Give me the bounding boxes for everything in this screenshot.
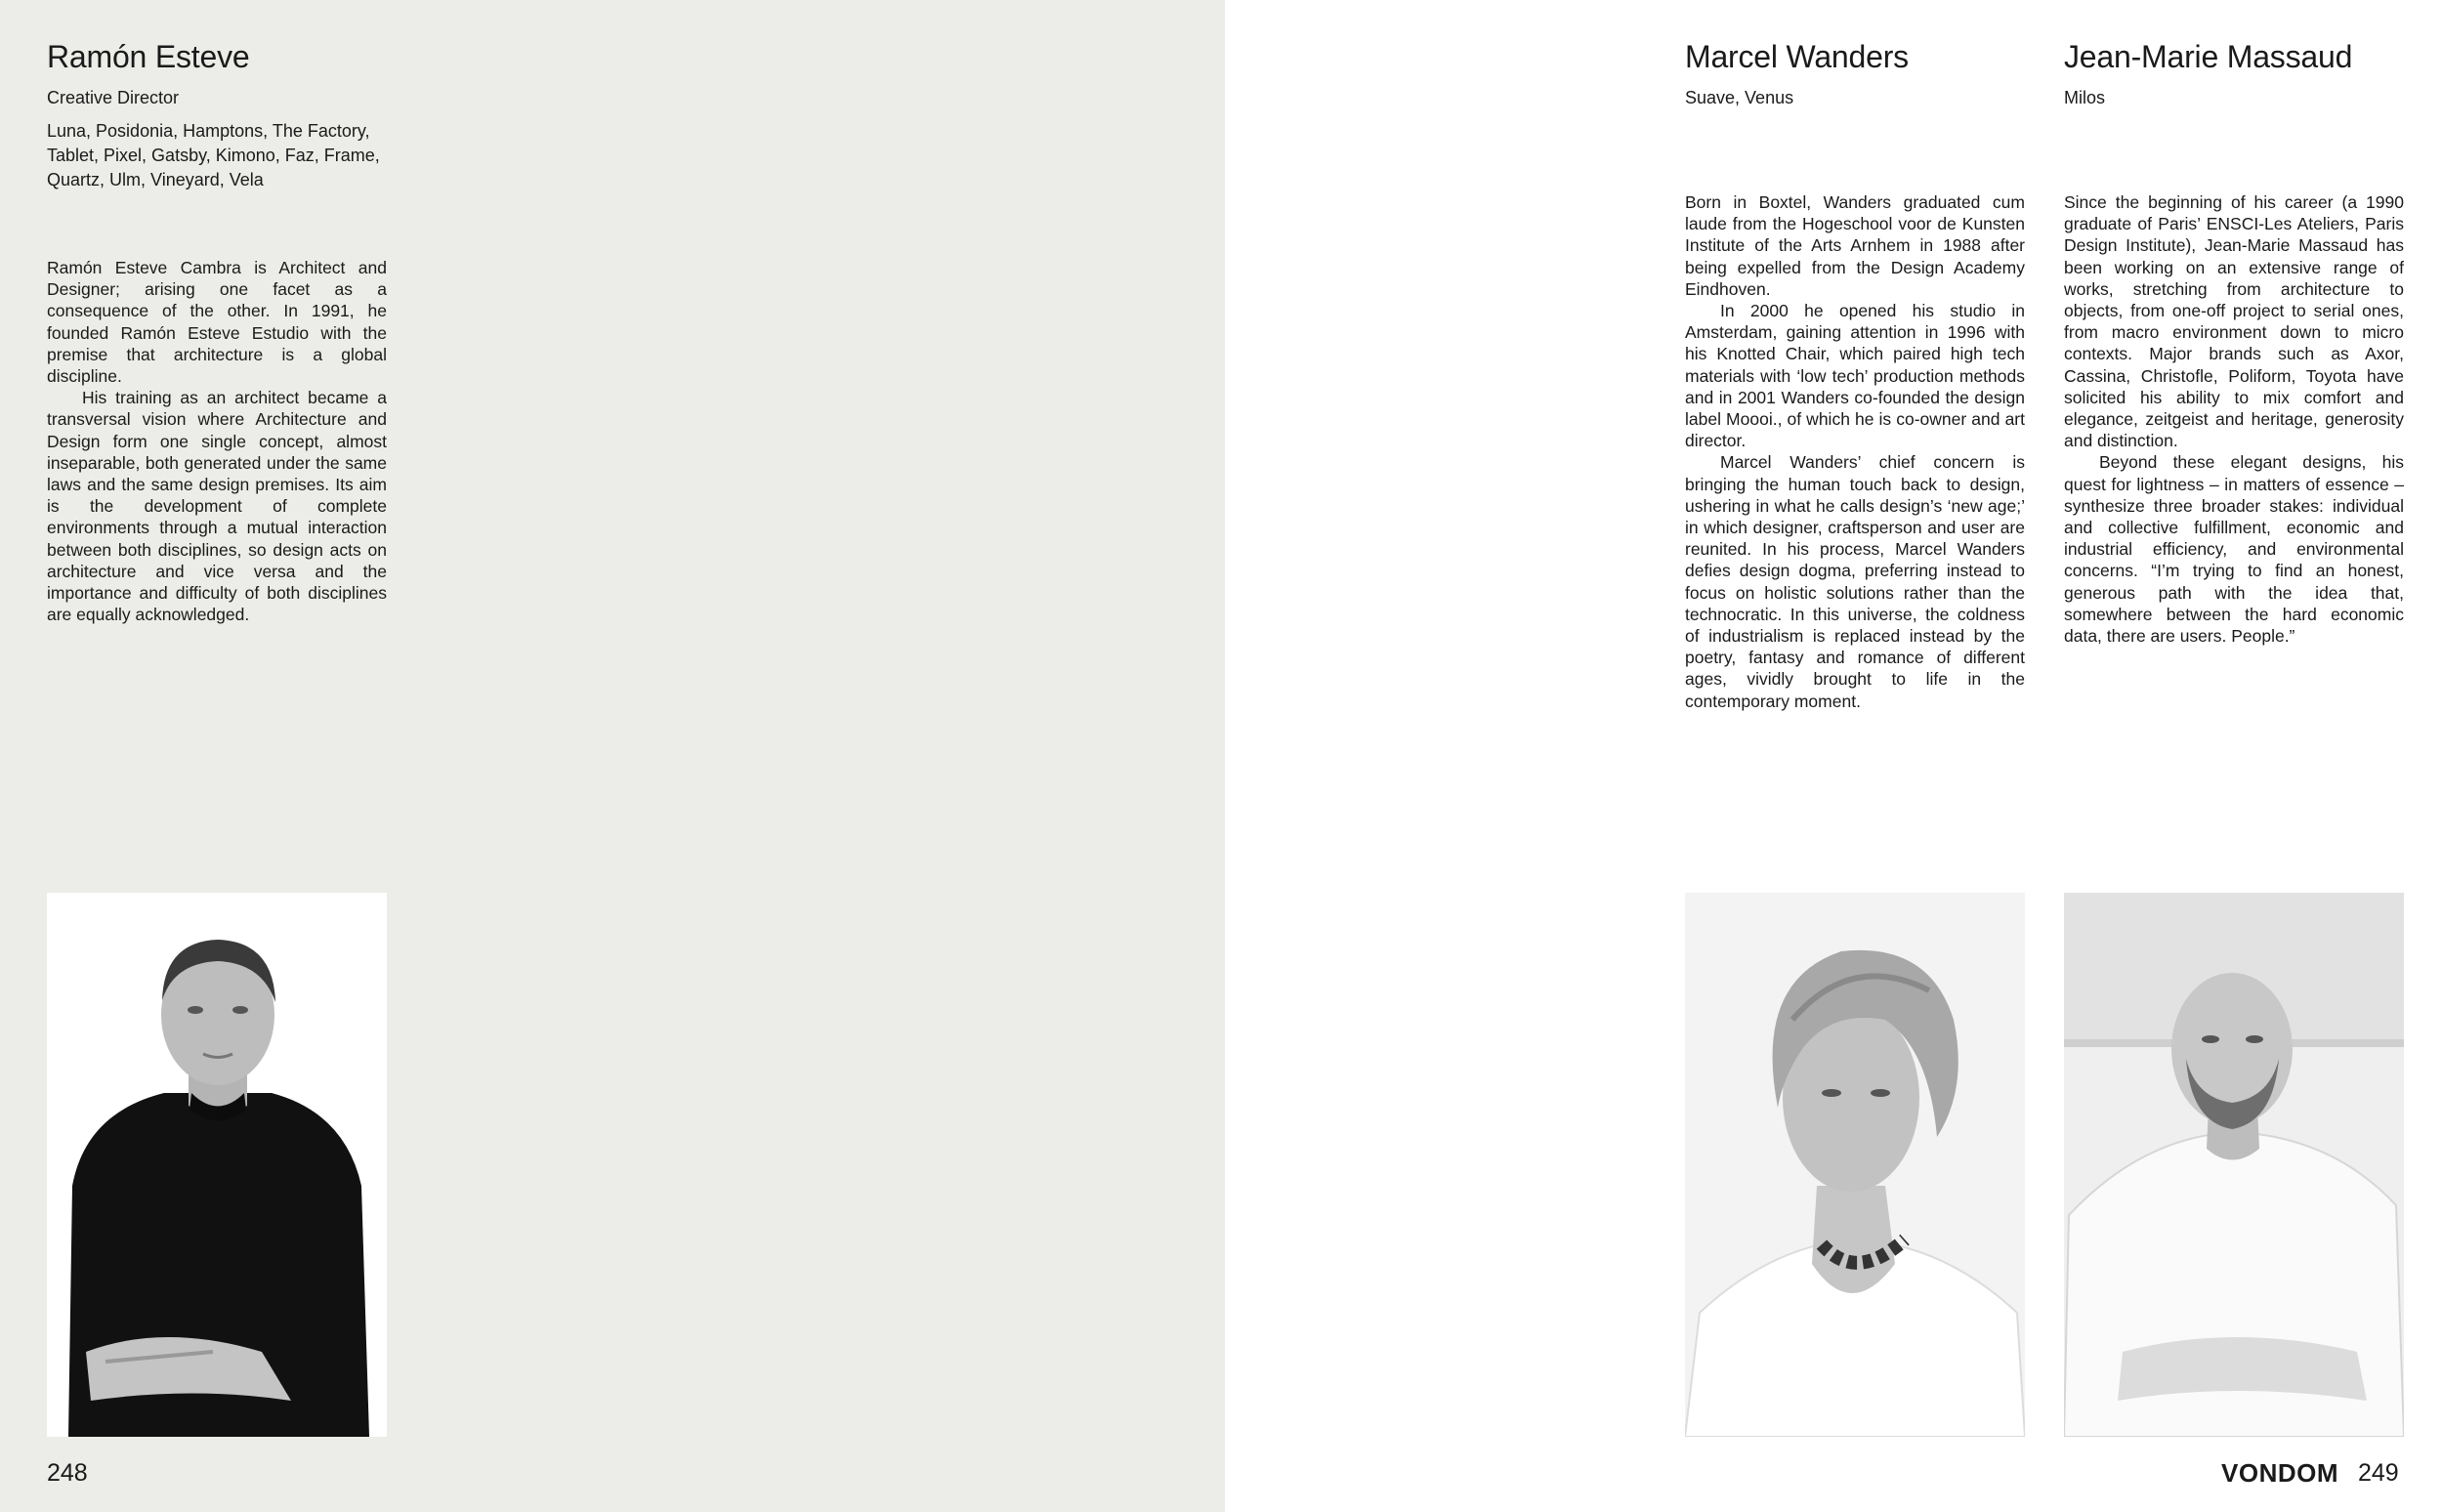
designer-jean-marie-massaud (2064, 37, 2404, 647)
designer-products: Suave, Venus (1685, 88, 1794, 107)
designer-bio (47, 257, 387, 625)
page-number-right: 249 (2358, 1459, 2399, 1487)
portrait-ramon-esteve (47, 893, 387, 1437)
brand-logo: VONDOM (2221, 1458, 2338, 1488)
bio-paragraph: In 2000 he opened his studio in Amsterdam, gaining attention in 1996 with his Knotted Chair, which paired high tech materials with ‘low tech’ production methods and in 2001 Wanders co-founded the design label Moooi., of which he is co-owner and art director. (1685, 301, 2025, 451)
designer-bio (2064, 191, 2404, 647)
designer-marcel-wanders (1685, 37, 2025, 712)
designer-bio (1685, 191, 2025, 712)
bio-paragraph: His training as an architect became a transversal vision where Architecture and Design form one single concept, almost inseparable, both generated under the same laws and the same design premises. Its aim is the development of complete environments through a mutual interaction between both disciplines, so design acts on architecture and vice versa and the importance and difficulty of both disciplines are equally acknowledged. (47, 388, 387, 625)
page-number-left: 248 (47, 1459, 88, 1487)
designer-products: Milos (2064, 88, 2106, 107)
designer-products: Luna, Posidonia, Hamptons, The Factory, Tablet, Pixel, Gatsby, Kimono, Faz, Frame, Quartz, Ulm, Vineyard, Vela (47, 121, 380, 189)
portrait-jean-marie-massaud (2064, 893, 2404, 1437)
right-page (1225, 0, 2442, 1512)
bio-paragraph: Since the beginning of his career (a 1990 graduate of Paris’ ENSCI-Les Ateliers, Paris Design Institute), Jean-Marie Massaud has been working on an extensive range of works, stretching from architecture to objects, from one-off project to serial ones, from macro environment down to micro contexts. Major brands such as Axor, Cassina, Christofle, Poliform, Toyota have solicited his ability to mix comfort and elegance, zeitgeist and heritage, generosity and distinction. (2064, 192, 2404, 451)
designer-ramon-esteve (47, 37, 387, 625)
bio-paragraph: Marcel Wanders’ chief concern is bringing the human touch back to design, ushering in what he calls design’s ‘new age;’ in which designer, craftsperson and user are reunited. In his process, Marcel Wanders defies design dogma, preferring instead to focus on holistic solutions rather than the technocratic. In this universe, the coldness of industrialism is replaced instead by the poetry, fantasy and romance of different ages, vividly brought to life in the contemporary moment. (1685, 452, 2025, 711)
designer-name: Jean-Marie Massaud (2064, 39, 2353, 74)
bio-paragraph: Ramón Esteve Cambra is Architect and Designer; arising one facet as a consequence of the other. In 1991, he founded Ramón Esteve Estudio with the premise that architecture is a global discipline. (47, 258, 387, 387)
designer-name: Ramón Esteve (47, 39, 250, 74)
bio-paragraph: Beyond these elegant designs, his quest for lightness – in matters of essence – synthesize three broader stakes: individual and collective fulfillment, economic and industrial efficiency, and environmental concerns. “I’m trying to find an honest, generous path with the idea that, somewhere between the hard economic data, there are users. People.” (2064, 452, 2404, 647)
designer-name: Marcel Wanders (1685, 39, 1909, 74)
designer-role: Creative Director (47, 88, 180, 107)
bio-paragraph: Born in Boxtel, Wanders graduated cum laude from the Hogeschool voor de Kunsten Institute of the Arts Arnhem in 1988 after being expelled from the Design Academy Eindhoven. (1685, 192, 2025, 299)
portrait-marcel-wanders (1685, 893, 2025, 1437)
